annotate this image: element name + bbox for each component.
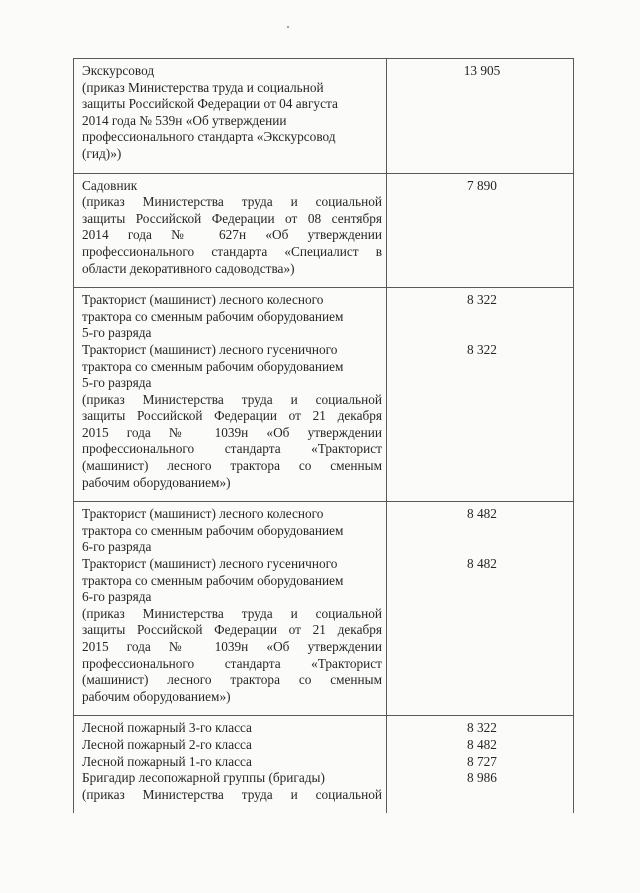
table-row [74, 173, 574, 288]
order-text: (машинист) лесного трактора со сменным [82, 672, 382, 688]
position-title: Тракторист (машинист) лесного гусеничного [82, 341, 338, 357]
position-title: 6-го разряда [82, 589, 152, 605]
position-title: Тракторист (машинист) лесного гусеничного [82, 556, 338, 572]
position-title: Бригадир лесопожарной группы (бригады) [82, 770, 325, 786]
order-text: (приказ Министерства труда и социальной [82, 79, 324, 95]
order-text: (приказ Министерства труда и социальной [82, 194, 382, 210]
position-description [74, 288, 387, 502]
order-text: (гид)») [82, 145, 122, 161]
salary-value: 8 482 [467, 736, 497, 752]
salary-value: 7 890 [467, 177, 497, 193]
table-row [74, 59, 574, 174]
position-title: трактора со сменным рабочим оборудованием [82, 308, 344, 324]
scan-speck [287, 26, 289, 28]
order-text: 2015 года № 1039н «Об утверждении [82, 639, 382, 654]
position-title: Экскурсовод [82, 63, 155, 78]
position-title: трактора со сменным рабочим оборудованием [82, 522, 344, 538]
salary-value: 8 322 [467, 720, 497, 736]
position-description [74, 59, 387, 174]
salary-cell [387, 502, 574, 716]
position-title: Тракторист (машинист) лесного колесного [82, 292, 324, 308]
order-text: (приказ Министерства труда и социальной [82, 605, 382, 621]
position-description [74, 173, 387, 288]
table-row [74, 288, 574, 502]
position-title: трактора со сменным рабочим оборудованием [82, 358, 344, 374]
order-text: (приказ Министерства труда и социальной [82, 391, 382, 407]
order-text: (приказ Министерства труда и социальной [82, 786, 382, 802]
salary-value: 8 322 [467, 292, 497, 308]
order-text: защиты Российской Федерации от 21 декабря [82, 622, 382, 638]
position-title: Лесной пожарный 2-го класса [82, 736, 252, 752]
position-description [74, 502, 387, 716]
order-text: рабочим оборудованием») [82, 688, 231, 704]
salary-table [73, 58, 574, 813]
order-text: защиты Российской Федерации от 08 сентября [82, 210, 382, 226]
order-text: профессионального стандарта «Специалист в [82, 243, 382, 259]
position-title: 5-го разряда [82, 375, 152, 391]
table-row [74, 502, 574, 716]
salary-value: 8 482 [467, 506, 497, 522]
order-text: рабочим оборудованием») [82, 474, 231, 490]
order-text: профессионального стандарта «Тракторист [82, 441, 382, 457]
order-text: 2015 года № 1039н «Об утверждении [82, 424, 382, 440]
order-text: профессионального стандарта «Тракторист [82, 655, 382, 671]
salary-value: 8 322 [467, 341, 497, 357]
order-text: 2014 года № 539н «Об утверждении [82, 112, 287, 128]
position-description [74, 716, 387, 813]
order-text: области декоративного садоводства») [82, 260, 295, 276]
salary-cell [387, 716, 574, 813]
salary-value: 8 986 [467, 770, 497, 786]
salary-cell [387, 288, 574, 502]
position-title: Лесной пожарный 1-го класса [82, 753, 252, 769]
salary-cell [387, 173, 574, 288]
order-text: защиты Российской Федерации от 04 августа [82, 96, 338, 112]
table-row [74, 716, 574, 813]
order-text: 2014 года № 627н «Об утверждении [82, 227, 382, 243]
position-title: Лесной пожарный 3-го класса [82, 720, 252, 736]
salary-value: 8 482 [467, 556, 497, 572]
order-text: профессионального стандарта «Экскурсовод [82, 129, 336, 145]
position-title: 6-го разряда [82, 539, 152, 555]
position-title: Тракторист (машинист) лесного колесного [82, 506, 324, 522]
order-text: защиты Российской Федерации от 21 декабря [82, 408, 382, 424]
position-title: 5-го разряда [82, 325, 152, 341]
salary-value: 13 905 [463, 63, 501, 78]
order-text: (машинист) лесного трактора со сменным [82, 458, 382, 474]
salary-cell [387, 59, 574, 174]
position-title: Садовник [82, 177, 138, 193]
salary-value: 8 727 [467, 753, 497, 769]
position-title: трактора со сменным рабочим оборудованием [82, 572, 344, 588]
